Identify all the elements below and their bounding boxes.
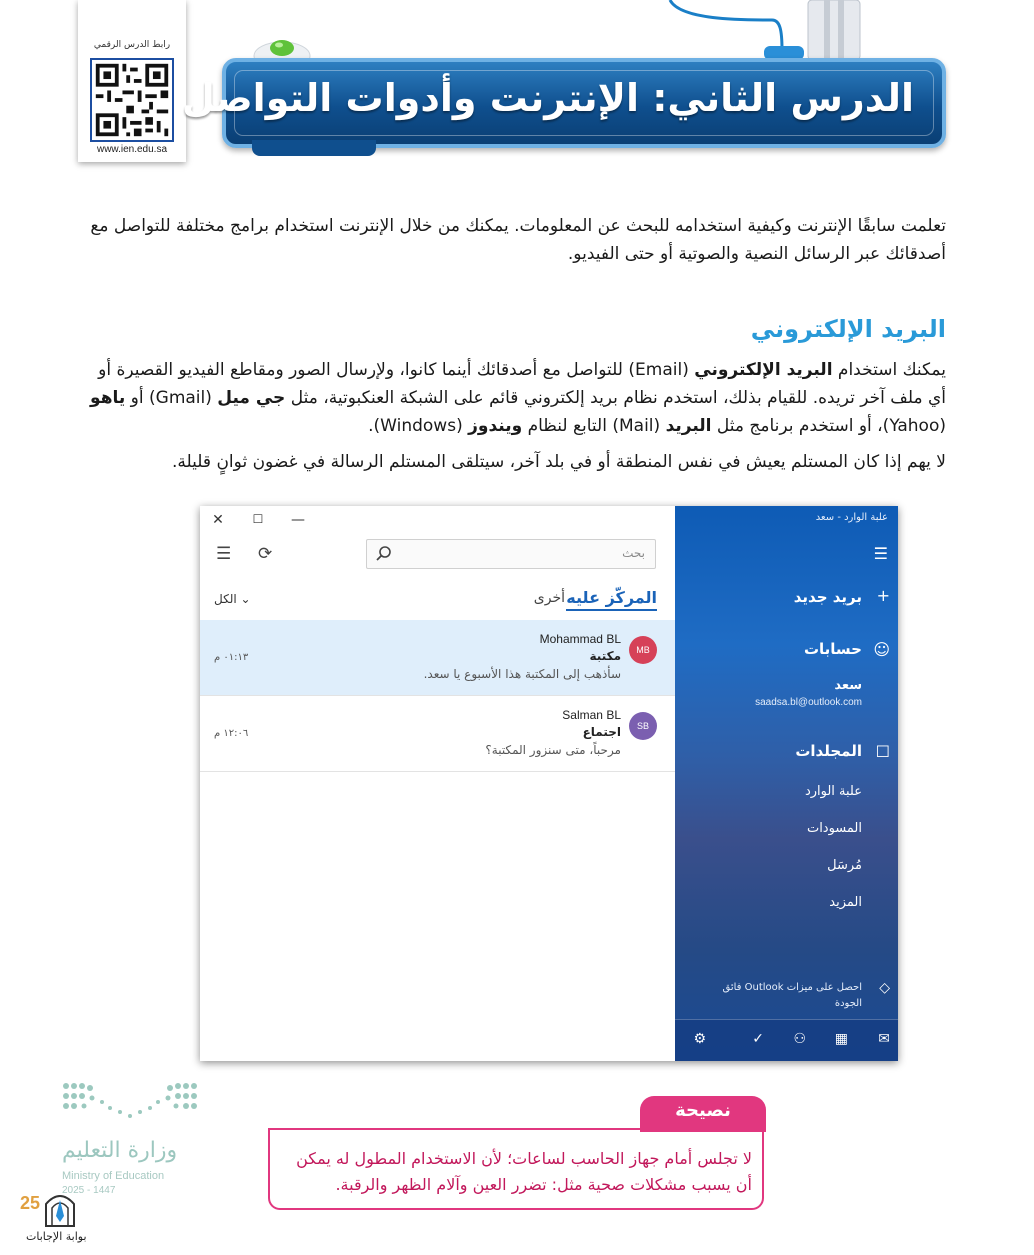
- people-icon[interactable]: ⚇: [793, 1031, 806, 1047]
- filter-label: الكل: [214, 592, 237, 606]
- folder-inbox[interactable]: علبة الوارد: [804, 784, 862, 799]
- search-placeholder: بحث: [622, 546, 645, 560]
- folder-drafts[interactable]: المسودات: [806, 821, 862, 836]
- calendar-icon[interactable]: ▦: [834, 1031, 848, 1047]
- navigation-pane: [675, 506, 898, 1061]
- qr-code-icon[interactable]: [90, 58, 174, 142]
- folders-button[interactable]: المجلدات: [795, 742, 862, 760]
- person-icon: ☺: [873, 640, 890, 659]
- message-time: ٠١:١٣ م: [214, 652, 249, 663]
- tip-label: نصيحة: [675, 1100, 731, 1121]
- message-sender: Mohammad BL: [539, 632, 621, 646]
- minimize-window-button[interactable]: —: [291, 512, 305, 528]
- ministry-year: 2025 - 1447: [62, 1185, 116, 1196]
- avatar: SB: [629, 712, 657, 740]
- page-number: 25: [20, 1193, 41, 1213]
- qr-card[interactable]: [78, 0, 186, 162]
- tab-other[interactable]: أخرى: [533, 590, 565, 606]
- message-row[interactable]: [200, 696, 675, 772]
- mail-icon[interactable]: ✉: [878, 1031, 890, 1047]
- accounts-button[interactable]: حسابات: [803, 640, 862, 658]
- message-sender: Salman BL: [562, 708, 621, 722]
- site-name: بوابة الإجابات: [26, 1230, 87, 1243]
- sync-icon[interactable]: ⟳: [258, 544, 273, 564]
- title-banner-tab: [252, 140, 376, 156]
- new-mail-button[interactable]: بريد جديد: [793, 588, 862, 606]
- hamburger-menu-icon[interactable]: ☰: [873, 544, 888, 563]
- ministry-logo-icon: [62, 1080, 198, 1124]
- term-yahoo: ياهو: [90, 388, 126, 408]
- diamond-icon: ◇: [879, 980, 890, 996]
- tip-text: لا تجلس أمام جهاز الحاسب لساعات؛ لأن الاستخدام المطول له يمكن أن يسبب مشكلات صحية مثل: تضرر العين وآلام الظهر والرقبة.: [296, 1149, 752, 1194]
- message-preview: سأذهب إلى المكتبة هذا الأسبوع يا سعد.: [423, 667, 621, 681]
- premium-offer-link[interactable]: احصل على ميزات Outlook فائق الجودة: [722, 982, 862, 1009]
- search-icon: [375, 545, 393, 563]
- qr-url[interactable]: www.ien.edu.sa: [96, 144, 168, 155]
- folder-sent[interactable]: مُرسَل: [827, 858, 862, 873]
- tab-focused[interactable]: المركّز عليه: [566, 588, 657, 611]
- site-logo-icon: [40, 1186, 80, 1228]
- account-name[interactable]: سعد: [834, 678, 862, 693]
- delivery-paragraph: لا يهم إذا كان المستلم يعيش في نفس المنطقة أو في بلد آخر، سيتلقى المستلم الرسالة في غضون ثوانٍ قليلة.: [172, 452, 946, 472]
- filter-dropdown[interactable]: [214, 592, 251, 606]
- qr-caption: رابط الدرس الرقمي: [93, 40, 171, 50]
- ministry-name-arabic: وزارة التعليم: [62, 1138, 178, 1163]
- message-row[interactable]: [200, 620, 675, 696]
- ministry-name-english: Ministry of Education: [62, 1170, 165, 1182]
- message-preview: مرحباً، متى سنزور المكتبة؟: [485, 743, 621, 757]
- folder-more[interactable]: المزيد: [829, 895, 862, 910]
- avatar: MB: [629, 636, 657, 664]
- term-mail: البريد: [665, 416, 712, 436]
- term-gmail: جي ميل: [217, 388, 286, 408]
- folder-icon: ☐: [875, 742, 890, 761]
- term-email: البريد الإلكتروني: [694, 360, 833, 380]
- chevron-down-icon: ⌄: [240, 592, 251, 606]
- message-subject: اجتماع: [582, 725, 621, 739]
- select-mode-icon[interactable]: ☰: [216, 544, 232, 564]
- email-description-paragraph: يمكنك استخدام البريد الإلكتروني (Email) للتواصل مع أصدقائك أينما كانوا، ولإرسال الصور ومقاطع الفيديو القصيرة أو أي ملف آخر تريده. للقيام بذلك، استخدم نظام بريد إلكتروني قائم على الشبكة العنكبوتية، مثل جي ميل (Gmail) أو ياهو (Yahoo)، أو استخدم برنامج مثل البريد (Mail) التابع لنظام ويندوز (Windows).: [90, 360, 946, 436]
- settings-gear-icon[interactable]: ⚙: [693, 1031, 706, 1047]
- network-cable-decoration: [640, 0, 880, 64]
- close-window-button[interactable]: ✕: [212, 512, 224, 528]
- account-email[interactable]: saadsa.bl@outlook.com: [755, 697, 862, 708]
- message-list-pane: [200, 506, 675, 1061]
- lesson-title-banner: [182, 58, 946, 148]
- search-input[interactable]: [366, 539, 656, 569]
- todo-icon[interactable]: ✓: [752, 1031, 764, 1047]
- maximize-window-button[interactable]: ☐: [252, 512, 264, 526]
- plus-icon: +: [876, 586, 890, 605]
- lesson-title: الدرس الثاني: الإنترنت وأدوات التواصل: [182, 76, 914, 120]
- term-windows: ويندوز: [468, 416, 523, 436]
- message-time: ١٢:٠٦ م: [214, 728, 249, 739]
- app-switcher-bar: [675, 1019, 898, 1061]
- mail-app-screenshot: [200, 506, 898, 1061]
- window-title: علبة الوارد - سعد: [815, 512, 888, 523]
- section-heading-email: البريد الإلكتروني: [750, 315, 946, 343]
- message-subject: مكتبة: [589, 649, 621, 663]
- intro-paragraph: تعلمت سابقًا الإنترنت وكيفية استخدامه للبحث عن المعلومات. يمكنك من خلال الإنترنت استخدام برامج مختلفة للتواصل مع أصدقائك عبر الرسائل النصية والصوتية أو حتى الفيديو.: [90, 216, 946, 264]
